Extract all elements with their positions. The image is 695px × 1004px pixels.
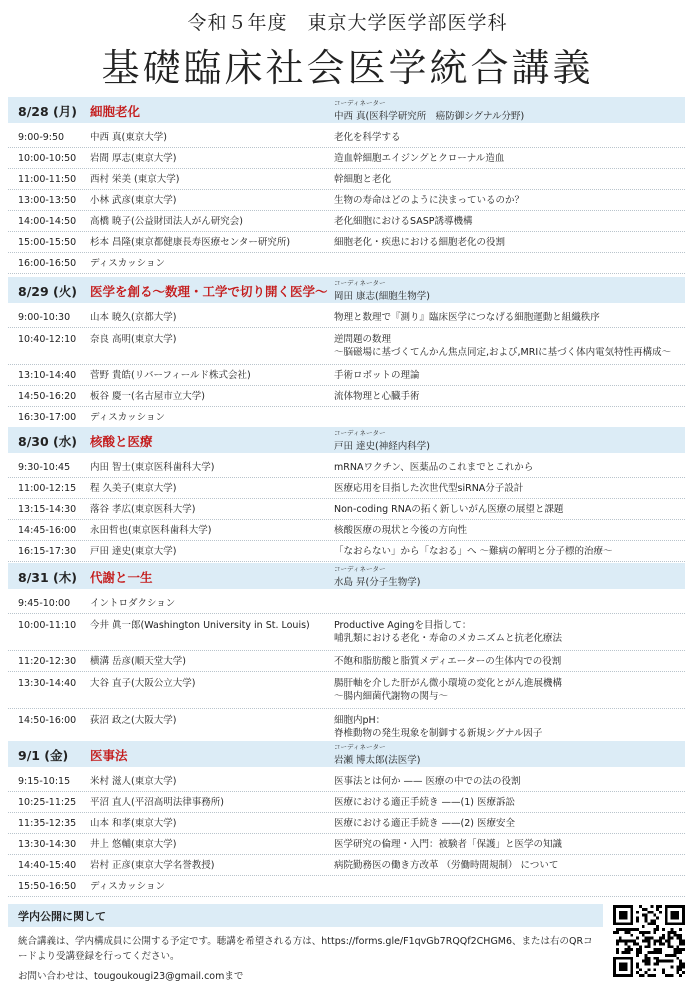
notice-heading: 学内公開に関して (18, 910, 106, 923)
schedule-row (8, 813, 685, 834)
row-time: 13:30-14:30 (18, 839, 77, 850)
row-speaker: 永田哲也(東京医科歯科大学) (90, 525, 212, 536)
row-speaker: 程 久美子(東京大学) (90, 483, 177, 494)
row-time: 14:50-16:00 (18, 715, 77, 726)
row-time: 14:40-15:40 (18, 860, 77, 871)
schedule-row (8, 386, 685, 407)
page-subtitle: 令和５年度 東京大学医学部医学科 (187, 12, 508, 34)
coordinator-name: 岡田 康志(細胞生物学) (334, 291, 430, 302)
session-theme: 代謝と一生 (90, 570, 153, 585)
session-day (8, 563, 685, 746)
schedule-row (8, 307, 685, 328)
schedule-row (8, 771, 685, 792)
row-speaker: 岩村 正彦(東京大学名誉教授) (90, 860, 215, 871)
schedule-row (8, 365, 685, 386)
row-time: 16:00-16:50 (18, 258, 77, 269)
row-speaker: 米村 滋人(東京大学) (90, 776, 177, 787)
row-topic: 医療における適正手続き ——(2) 医療安全 (334, 818, 515, 829)
row-topic: Productive Agingを目指して： 哺乳類における老化・寿命のメカニズムと抗老化療法 (334, 620, 563, 644)
coordinator-name: 水島 昇(分子生物学) (334, 577, 421, 588)
row-topic: 物理と数理で『測り』臨床医学につなげる細胞運動と組織秩序 (334, 312, 600, 323)
schedule-row (8, 614, 685, 651)
row-topic: Non-coding RNAの拓く新しいがん医療の展望と課題 (334, 504, 564, 515)
row-time: 14:45-16:00 (18, 525, 77, 536)
row-speaker: 板谷 慶一(名古屋市立大学) (90, 391, 205, 402)
row-topic (334, 411, 685, 424)
row-topic: 造血幹細胞エイジングとクローナル造血 (334, 153, 505, 164)
row-speaker: 西村 栄美 (東京大学) (90, 174, 180, 185)
row-time: 10:00-11:10 (18, 620, 77, 631)
row-time: 16:15-17:30 (18, 546, 77, 557)
schedule-row (8, 651, 685, 672)
row-time: 11:00-11:50 (18, 174, 77, 185)
row-time: 13:10-14:40 (18, 370, 77, 381)
coordinator-label: コーディネーター (334, 743, 386, 751)
coordinator-label: コーディネーター (334, 279, 386, 287)
row-time: 15:00-15:50 (18, 237, 77, 248)
row-speaker: イントロダクション (90, 598, 176, 609)
schedule-row (8, 520, 685, 541)
row-speaker: 中西 真(東京大学) (90, 132, 167, 143)
row-time: 11:35-12:35 (18, 818, 77, 829)
session-date: 8/28 (月) (18, 104, 77, 119)
schedule-row (8, 593, 685, 614)
coordinator-label: コーディネーター (334, 429, 386, 437)
session-date: 9/1 (金) (18, 748, 69, 763)
row-time: 9:15-10:15 (18, 776, 71, 787)
row-topic: 細胞老化・疾患における細胞老化の役割 (334, 237, 506, 248)
row-time: 13:30-14:40 (18, 678, 77, 689)
schedule-row (8, 328, 685, 365)
schedule-row (8, 541, 685, 562)
schedule-row (8, 855, 685, 876)
schedule-row (8, 253, 685, 274)
session-header (8, 97, 685, 123)
schedule-row (8, 457, 685, 478)
session-theme: 細胞老化 (90, 104, 141, 119)
row-speaker: 荻沼 政之(大阪大学) (90, 715, 177, 726)
session-theme: 核酸と医療 (90, 434, 153, 449)
contact-text: お問い合わせは、tougoukougi23@gmail.comまで (18, 971, 244, 982)
schedule-row (8, 190, 685, 211)
row-speaker: 内田 智士(東京医科歯科大学) (90, 462, 215, 473)
session-date: 8/29 (火) (18, 284, 77, 299)
coordinator-name: 戸田 達史(神経内科学) (334, 441, 430, 452)
session-theme: 医事法 (90, 748, 128, 763)
schedule-row (8, 148, 685, 169)
row-speaker: 菅野 貴皓(リバーフィールド株式会社) (90, 370, 251, 381)
row-speaker: 大谷 直子(大阪公立大学) (90, 678, 196, 689)
row-time: 11:20-12:30 (18, 656, 77, 667)
row-time: 11:00-12:15 (18, 483, 77, 494)
row-time: 16:30-17:00 (18, 412, 77, 423)
row-topic: 「なおらない」から「なおる」へ 〜難病の解明と分子標的治療〜 (334, 546, 613, 557)
row-speaker: 落谷 孝広(東京医科大学) (90, 504, 196, 515)
row-time: 13:15-14:30 (18, 504, 77, 515)
row-speaker: 岩間 厚志(東京大学) (90, 153, 177, 164)
session-theme: 医学を創る〜数理・工学で切り開く医学〜 (90, 284, 328, 299)
header (0, 8, 695, 92)
row-time: 9:45-10:00 (18, 598, 71, 609)
row-speaker: 戸田 達史(東京大学) (90, 546, 177, 557)
row-speaker: 小林 武彦(東京大学) (90, 195, 177, 206)
row-topic: 不飽和脂肪酸と脂質メディエーターの生体内での役割 (334, 656, 562, 667)
schedule-row (8, 672, 685, 709)
session-header (8, 741, 685, 767)
row-topic: 細胞内pH： 脊椎動物の発生現象を制御する新規シグナル因子 (334, 715, 543, 739)
row-topic: 老化細胞におけるSASP誘導機構 (334, 216, 473, 227)
coordinator-name: 中西 真(医科学研究所 癌防御シグナル分野) (334, 111, 525, 122)
row-time: 15:50-16:50 (18, 881, 77, 892)
schedule-row (8, 211, 685, 232)
row-time: 10:00-10:50 (18, 153, 77, 164)
row-time: 10:25-11:25 (18, 797, 77, 808)
row-time: 14:50-16:20 (18, 391, 77, 402)
row-topic: 医療応用を目指した次世代型siRNA分子設計 (334, 483, 524, 494)
session-header (8, 563, 685, 589)
row-speaker: 横溝 岳彦(順天堂大学) (90, 656, 186, 667)
notice-heading-bar (8, 904, 603, 927)
schedule-row (8, 499, 685, 520)
schedule-row (8, 127, 685, 148)
schedule-row (8, 792, 685, 813)
row-topic: 医学研究の倫理・入門：被験者「保護」と医学の知識 (334, 839, 563, 850)
row-topic (334, 880, 685, 893)
row-speaker: 井上 悠輔(東京大学) (90, 839, 177, 850)
row-topic: 腸肝軸を介した肝がん微小環境の変化とがん進展機構 〜腸内細菌代謝物の関与〜 (334, 678, 563, 702)
row-topic: 医療における適正手続き ——(1) 医療訴訟 (334, 797, 515, 808)
row-speaker: 平沼 直人(平沼高明法律事務所) (90, 797, 224, 808)
row-topic: 手術ロボットの理論 (334, 370, 420, 381)
row-time: 10:40-12:10 (18, 334, 77, 345)
row-topic: 核酸医療の現状と今後の方向性 (334, 525, 468, 536)
row-topic: 生物の寿命はどのように決まっているのか？ (334, 195, 525, 206)
session-header (8, 277, 685, 303)
session-day (8, 741, 685, 897)
session-day (8, 427, 685, 562)
page-title: 基礎臨床社会医学統合講義 (101, 46, 594, 90)
session-date: 8/31 (木) (18, 570, 77, 585)
row-topic: 医事法とは何か —— 医療の中での法の役割 (334, 776, 521, 787)
schedule-row (8, 876, 685, 897)
row-speaker: ディスカッション (90, 412, 165, 423)
session-day (8, 277, 685, 428)
schedule-row (8, 478, 685, 499)
row-time: 9:00-10:30 (18, 312, 71, 323)
schedule-row (8, 407, 685, 428)
qr-code-icon[interactable] (613, 905, 685, 977)
row-topic (334, 597, 685, 610)
schedule-row (8, 232, 685, 253)
row-speaker: 奈良 高明(東京大学) (90, 334, 177, 345)
coordinator-name: 岩瀬 博太郎(法医学) (334, 755, 421, 766)
row-speaker: ディスカッション (90, 881, 165, 892)
row-topic: mRNAワクチン、医薬品のこれまでとこれから (334, 462, 534, 473)
row-time: 9:30-10:45 (18, 462, 71, 473)
row-speaker: 山本 和孝(東京大学) (90, 818, 177, 829)
row-topic: 逆問題の数理 〜脳磁場に基づくてんかん焦点同定,および,MRIに基づく体内電気特性再構成〜 (334, 334, 672, 358)
session-day (8, 97, 685, 274)
coordinator-label: コーディネーター (334, 565, 386, 573)
row-topic: 病院勤務医の働き方改革 （労働時間規制） について (334, 860, 559, 871)
row-speaker: 杉本 昌隆(東京都健康長寿医療センター研究所) (90, 237, 291, 248)
row-speaker: 今井 眞一郎(Washington University in St. Louis) (90, 620, 310, 631)
schedule-row (8, 169, 685, 190)
row-topic: 流体物理と心臓手術 (334, 391, 420, 402)
coordinator-label: コーディネーター (334, 99, 386, 107)
row-time: 9:00-9:50 (18, 132, 65, 143)
session-header (8, 427, 685, 453)
row-topic (334, 257, 685, 270)
row-speaker: 高橋 暁子(公益財団法人がん研究会) (90, 216, 243, 227)
schedule-row (8, 834, 685, 855)
row-topic: 幹細胞と老化 (334, 174, 392, 185)
row-time: 13:00-13:50 (18, 195, 77, 206)
notice-text: 統合講義は、学内構成員に公開する予定です。聴講を希望される方は、https://forms.gle/F1qvGb7RQQf2CHGM6、または右のQRコードより受講登録を行ってください。 (18, 936, 593, 962)
row-time: 14:00-14:50 (18, 216, 77, 227)
row-topic: 老化を科学する (334, 132, 401, 143)
row-speaker: 山本 暁久(京都大学) (90, 312, 177, 323)
session-date: 8/30 (水) (18, 434, 77, 449)
row-speaker: ディスカッション (90, 258, 165, 269)
